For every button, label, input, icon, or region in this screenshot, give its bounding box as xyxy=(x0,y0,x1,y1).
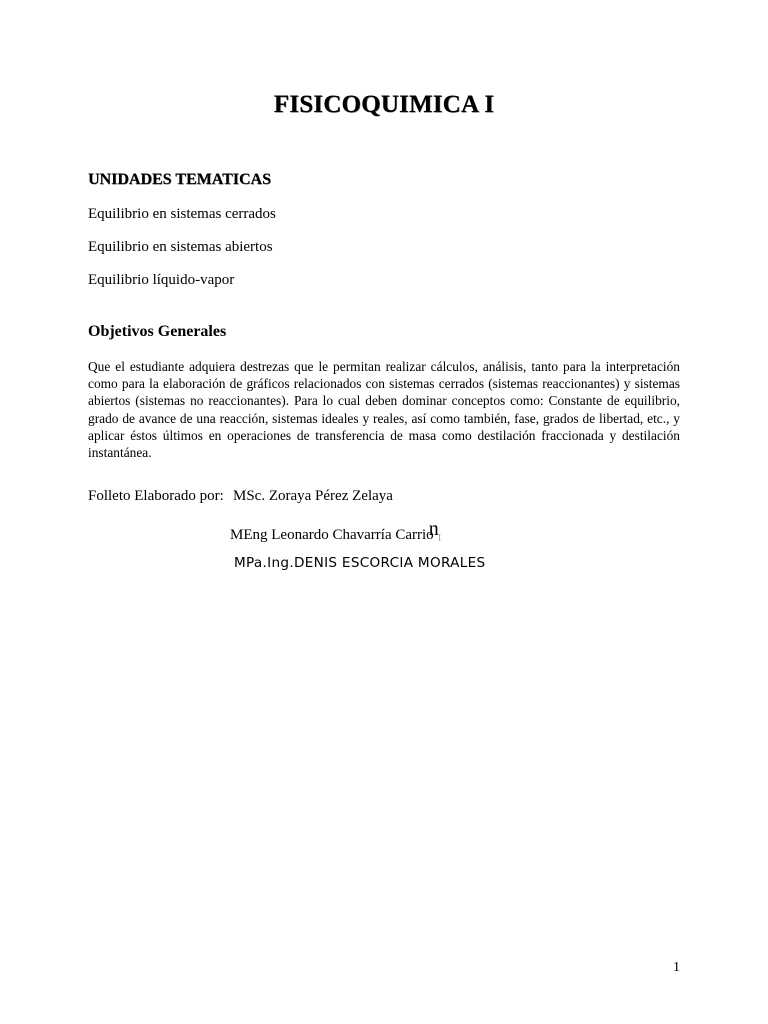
author-name: MPa.Ing.DENIS ESCORCIA MORALES xyxy=(234,555,486,571)
page-number: 1 xyxy=(673,960,680,975)
document-title: FISICOQUIMICA I xyxy=(273,91,495,118)
units-heading: UNIDADES TEMATICAS xyxy=(88,171,271,188)
author-name: MEng Leonardo Chavarría Carrio xyxy=(230,527,434,543)
objectives-paragraph: Que el estudiante adquiera destrezas que le permitan realizar cálculos, análisis, tanto para la interpretación como para la elaboración de gráficos relacionados con sistemas cerrados (sistemas reaccionantes) y sistemas abiertos (sistemas no reaccionantes). Para lo cual deben dominar conceptos como: Constante de equilibrio, grado de avance de una reacción, sistemas ideales y reales, así como también, fase, grados de libertad, etc., y aplicar éstos últimos en operaciones de transferencia de masa como destilación fraccionada y destilación instantánea. xyxy=(88,359,680,461)
unit-item: Equilibrio en sistemas abiertos xyxy=(88,239,273,255)
author-name: MSc. Zoraya Pérez Zelaya xyxy=(233,488,393,504)
author-name-tail: n xyxy=(428,518,439,540)
unit-item: Equilibrio en sistemas cerrados xyxy=(88,206,276,222)
credits-label: Folleto Elaborado por: xyxy=(88,488,224,504)
comment-marker: [ xyxy=(438,533,442,542)
author-line xyxy=(230,518,442,545)
unit-item: Equilibrio líquido-vapor xyxy=(88,272,235,288)
objectives-heading: Objetivos Generales xyxy=(88,323,227,340)
